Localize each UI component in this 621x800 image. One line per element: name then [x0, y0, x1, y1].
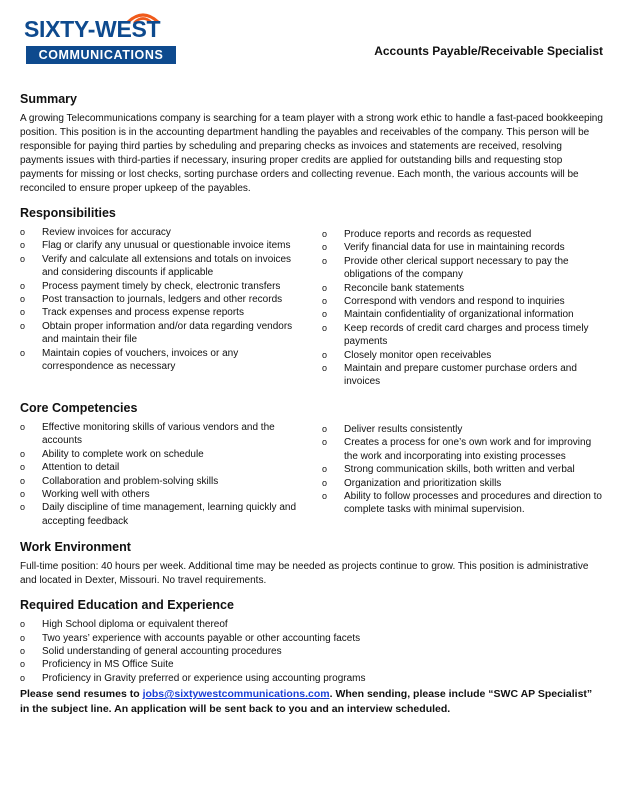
- bullet-circle-icon: o: [20, 488, 26, 499]
- application-instructions: [20, 687, 604, 717]
- list-item-text: Keep records of credit card charges and process timely payments: [344, 322, 589, 348]
- bullet-circle-icon: o: [20, 227, 26, 237]
- bullet-circle-icon: o: [20, 294, 26, 305]
- list-item-text: Proficiency in MS Office Suite: [42, 659, 174, 671]
- bullet-circle-icon: o: [322, 363, 328, 374]
- document-body: [20, 92, 604, 717]
- list-item: [322, 349, 604, 362]
- list-item: [322, 362, 604, 389]
- list-item-text: Deliver results consistently: [344, 423, 463, 435]
- competencies-heading: Core Competencies: [20, 400, 138, 415]
- bullet-circle-icon: o: [20, 672, 26, 683]
- bullet-circle-icon: o: [322, 490, 328, 501]
- bullet-circle-icon: o: [322, 242, 328, 253]
- list-item: [20, 488, 302, 501]
- list-item: [20, 293, 302, 306]
- list-item: [20, 461, 302, 474]
- list-item-text: Maintain copies of vouchers, invoices or any correspondence as necessary: [42, 347, 239, 373]
- bullet-circle-icon: o: [20, 502, 26, 513]
- list-item: [20, 475, 302, 488]
- list-item-text: Proficiency in Gravity preferred or experience using accounting programs: [42, 672, 366, 684]
- list-item: [322, 241, 604, 254]
- bullet-circle-icon: o: [20, 280, 26, 291]
- list-item-text: Verify financial data for use in maintaining records: [344, 242, 565, 254]
- list-item: [322, 463, 604, 476]
- list-item-text: Reconcile bank statements: [344, 282, 465, 294]
- list-item-text: Process payment timely by check, electronic transfers: [42, 280, 281, 292]
- bullet-circle-icon: o: [322, 423, 328, 434]
- list-item: [322, 308, 604, 321]
- list-item: [322, 228, 604, 241]
- list-item: [20, 239, 302, 252]
- list-item-text: Ability to follow processes and procedures and direction to complete tasks with minimal supervision.: [344, 490, 602, 516]
- summary-text: A growing Telecommunications company is searching for a team player with a strong work ethic to handle a fast-paced bookkeeping position. This position is in the accounting department handling the payables and receivables of the company. This person will be responsible for paying third parties by scheduling and preparing checks as invoices and statements are received, resolving payments issues with third-parties if necessary, insuring proper credits are applied for outstanding bills and requesting stop payments for missing or lost checks, sorting purchase orders and collecting revenue. Each month, the various accounts will be reconciled to ensure proper upkeep of the payables.: [20, 113, 603, 194]
- list-item-text: Daily discipline of time management, learning quickly and accepting feedback: [42, 502, 297, 527]
- bullet-circle-icon: o: [322, 349, 328, 360]
- page-title: Accounts Payable/Receivable Specialist: [374, 44, 603, 58]
- bullet-circle-icon: o: [322, 477, 328, 488]
- list-item-text: Attention to detail: [42, 462, 120, 474]
- list-item-text: Two years’ experience with accounts payable or other accounting facets: [42, 632, 361, 644]
- list-item-text: Track expenses and process expense reports: [42, 307, 244, 319]
- list-item: [20, 421, 302, 448]
- logo-subtitle: COMMUNICATIONS: [26, 46, 176, 64]
- list-item-text: Flag or clarify any unusual or questionable invoice items: [42, 240, 291, 252]
- bullet-circle-icon: o: [20, 462, 26, 473]
- list-item: [322, 282, 604, 295]
- list-item-text: Verify and calculate all extensions and totals on invoices and considering discounts if applicable: [42, 253, 292, 279]
- bullet-circle-icon: o: [322, 309, 328, 320]
- list-item: [20, 645, 604, 658]
- environment-text: Full-time position: 40 hours per week. Additional time may be needed as projects continue to grow. This position is administrative and located in Dexter, Missouri. No travel requirements.: [20, 561, 589, 587]
- bullet-circle-icon: o: [20, 448, 26, 459]
- bullet-circle-icon: o: [322, 437, 328, 448]
- list-item-text: Creates a process for one’s own work and for improving the work and incorporating into existing processes: [344, 437, 592, 462]
- bullet-circle-icon: o: [20, 645, 26, 656]
- list-item: [20, 448, 302, 461]
- list-item-text: Working well with others: [42, 488, 150, 500]
- environment-heading: Work Environment: [20, 540, 131, 555]
- responsibilities-left-list: [20, 226, 302, 389]
- bullet-circle-icon: o: [322, 255, 328, 266]
- bullet-circle-icon: o: [20, 659, 26, 670]
- bullet-circle-icon: o: [20, 421, 26, 432]
- list-item: [20, 280, 302, 293]
- competencies-columns: [20, 421, 604, 528]
- list-item-text: Solid understanding of general accounting procedures: [42, 645, 282, 657]
- list-item: [20, 253, 302, 280]
- summary-heading: Summary: [20, 92, 77, 106]
- list-item: [20, 306, 302, 319]
- list-item: [322, 436, 604, 463]
- list-item: [322, 477, 604, 490]
- bullet-circle-icon: o: [20, 240, 26, 251]
- bullet-circle-icon: o: [322, 296, 328, 307]
- bullet-circle-icon: o: [20, 619, 26, 630]
- list-item: [20, 618, 604, 631]
- bullet-circle-icon: o: [20, 307, 26, 318]
- logo-wordmark: SIXTY-WEST: [24, 16, 161, 42]
- list-item: [20, 658, 604, 671]
- list-item-text: Obtain proper information and/or data regarding vendors and maintain their file: [42, 320, 293, 346]
- education-heading: Required Education and Experience: [20, 598, 234, 613]
- list-item-text: Post transaction to journals, ledgers and other records: [42, 294, 283, 306]
- list-item: [322, 255, 604, 282]
- bullet-circle-icon: o: [322, 282, 328, 293]
- list-item-text: Provide other clerical support necessary to pay the obligations of the company: [344, 255, 569, 281]
- bullet-circle-icon: o: [20, 475, 26, 486]
- list-item: [20, 320, 302, 347]
- list-item-text: Maintain and prepare customer purchase orders and invoices: [344, 363, 577, 388]
- list-item: [322, 322, 604, 349]
- list-item-text: Correspond with vendors and respond to inquiries: [344, 296, 565, 308]
- competencies-right-list: [322, 423, 604, 528]
- bullet-circle-icon: o: [322, 464, 328, 475]
- bullet-circle-icon: o: [20, 253, 26, 264]
- footer-prefix: Please send resumes to: [20, 688, 143, 701]
- list-item: [322, 423, 604, 436]
- bullet-circle-icon: o: [322, 229, 328, 239]
- list-item: [20, 226, 302, 239]
- list-item-text: Organization and prioritization skills: [344, 477, 502, 489]
- competencies-left-list: [20, 421, 302, 528]
- responsibilities-heading: Responsibilities: [20, 206, 116, 220]
- email-link[interactable]: jobs@sixtywestcommunications.com: [142, 688, 330, 701]
- bullet-circle-icon: o: [20, 347, 26, 358]
- footer-suffix: . When sending, please include “SWC AP Specialist” in the subject line. An application will be sent back to you and an interview scheduled.: [20, 688, 593, 716]
- list-item: [322, 490, 604, 517]
- bullet-circle-icon: o: [20, 632, 26, 643]
- list-item: [20, 632, 604, 645]
- responsibilities-right-list: [322, 228, 604, 389]
- education-list: [20, 618, 604, 685]
- company-logo: [20, 6, 180, 70]
- list-item-text: Review invoices for accuracy: [42, 227, 171, 238]
- bullet-circle-icon: o: [322, 322, 328, 333]
- list-item-text: Effective monitoring skills of various vendors and the accounts: [42, 421, 275, 447]
- list-item-text: Produce reports and records as requested: [344, 229, 532, 240]
- list-item: [20, 672, 604, 685]
- bullet-circle-icon: o: [20, 320, 26, 331]
- list-item: [322, 295, 604, 308]
- responsibilities-columns: [20, 226, 604, 389]
- list-item-text: Strong communication skills, both written and verbal: [344, 464, 575, 476]
- list-item-text: Closely monitor open receivables: [344, 349, 492, 361]
- list-item-text: Maintain confidentiality of organizational information: [344, 309, 574, 321]
- list-item-text: Ability to complete work on schedule: [42, 448, 204, 460]
- list-item-text: High School diploma or equivalent thereof: [42, 619, 228, 631]
- list-item: [20, 347, 302, 374]
- list-item: [20, 501, 302, 528]
- list-item-text: Collaboration and problem-solving skills: [42, 475, 219, 487]
